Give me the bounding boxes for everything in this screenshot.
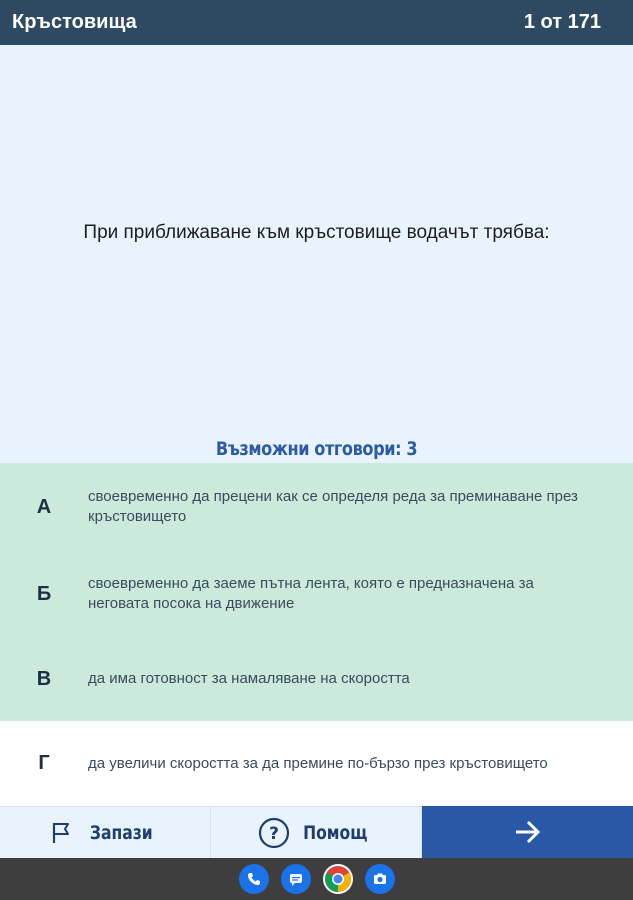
question-text: При приближаване към кръстовище водачът трябва: (83, 222, 550, 243)
question-counter: 1 от 171 (523, 11, 601, 33)
answer-text: своевременно да заеме пътна лента, която е предназначена за неговата посока на движение (88, 575, 534, 612)
answer-text: своевременно да прецени как се определя реда за преминаване през кръстовището (88, 488, 578, 525)
answer-text: да има готовност за намаляване на скоростта (88, 670, 410, 687)
bottom-action-bar (0, 806, 633, 858)
answer-option-b[interactable] (0, 551, 633, 637)
flag-icon (51, 821, 73, 845)
next-button[interactable] (422, 806, 633, 858)
save-label: Запази (89, 821, 153, 844)
category-title: Кръстовища (12, 11, 137, 33)
answer-option-c[interactable] (0, 637, 633, 721)
help-label: Помощ (302, 821, 368, 844)
help-button[interactable] (211, 806, 422, 858)
answer-letter: Б (36, 582, 52, 605)
messages-icon[interactable] (281, 864, 311, 894)
help-icon (258, 817, 290, 849)
chrome-icon[interactable] (323, 864, 353, 894)
svg-text:?: ? (268, 823, 279, 844)
phone-icon[interactable] (239, 864, 269, 894)
answer-option-a[interactable] (0, 463, 633, 551)
answer-letter: А (36, 495, 52, 518)
save-button[interactable] (0, 806, 211, 858)
answer-text: да увеличи скоростта за да премине по-бързо през кръстовището (88, 754, 548, 772)
answer-letter: В (36, 667, 52, 690)
answer-letter: Г (38, 752, 50, 774)
system-taskbar (0, 858, 633, 900)
answer-option-d[interactable] (0, 721, 633, 806)
arrow-right-icon (513, 818, 543, 846)
question-panel (0, 45, 633, 463)
answers-count-label: Възможни отговори: 3 (215, 438, 418, 460)
camera-icon[interactable] (365, 864, 395, 894)
app-header (0, 0, 633, 45)
